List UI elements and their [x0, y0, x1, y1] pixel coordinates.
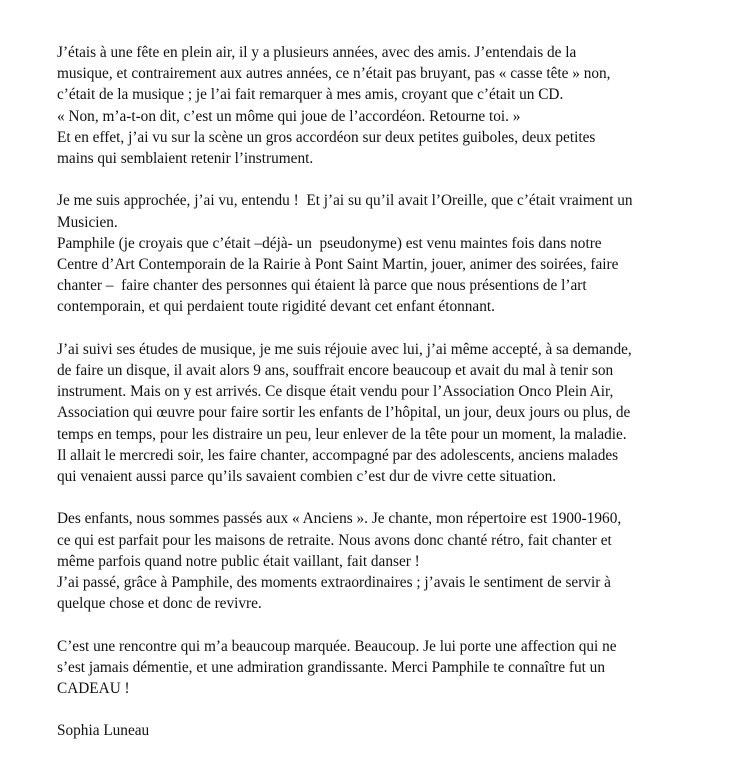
text-line: de faire un disque, il avait alors 9 ans, souffrait encore beaucoup et avait du mal à tenir son	[57, 362, 614, 380]
signature: Sophia Luneau	[57, 722, 150, 740]
text-line: qui venaient aussi parce qu’ils savaient combien c’est dur de vivre cette situation.	[57, 468, 557, 486]
paragraph-fete	[57, 42, 747, 169]
text-line: Des enfants, nous sommes passés aux « Anciens ». Je chante, mon répertoire est 1900-1960,	[57, 510, 622, 528]
text-line: Pamphile (je croyais que c’était –déjà- un pseudonyme) est venu maintes fois dans notre	[57, 234, 602, 252]
text-line: chanter – faire chanter des personnes qui étaient là parce que nous présentions de l’art	[57, 277, 587, 295]
text-line: mains qui semblaient retenir l’instrument.	[57, 150, 314, 168]
text-line: même parfois quand notre public était vaillant, fait danser !	[57, 552, 420, 570]
text-line: Centre d’Art Contemporain de la Rairie à Pont Saint Martin, jouer, animer des soirées, faire	[57, 256, 619, 274]
paragraph-cadeau	[57, 636, 747, 700]
text-line: Association qui œuvre pour faire sortir les enfants de l’hôpital, un jour, deux jours ou plus, de	[57, 404, 631, 422]
text-line: CADEAU !	[57, 680, 130, 698]
text-line: J’ai passé, grâce à Pamphile, des moments extraordinaires ; j’avais le sentiment de servir à	[57, 574, 611, 592]
text-line: Il allait le mercredi soir, les faire chanter, accompagné par des adolescents, anciens malades	[57, 446, 619, 464]
text-line: instrument. Mais on y est arrivés. Ce disque était vendu pour l’Association Onco Plein Air,	[57, 383, 614, 401]
paragraph-rencontre	[57, 190, 747, 317]
text-line: ce qui est parfait pour les maisons de retraite. Nous avons donc chanté rétro, fait chanter et	[57, 531, 612, 549]
text-line: musique, et contrairement aux autres années, ce n’était pas bruyant, pas « casse tête » non,	[57, 65, 611, 83]
paragraph-disque	[57, 339, 747, 487]
text-line: contemporain, et qui perdaient toute rigidité devant cet enfant étonnant.	[57, 298, 495, 316]
text-line: temps en temps, pour les distraire un peu, leur enlever de la tête pour un moment, la maladie.	[57, 425, 627, 443]
text-line: Et en effet, j’ai vu sur la scène un gros accordéon sur deux petites guiboles, deux petites	[57, 128, 596, 146]
paragraph-anciens	[57, 508, 747, 614]
text-line: J’étais à une fête en plein air, il y a plusieurs années, avec des amis. J’entendais de la	[57, 44, 577, 61]
text-line: s’est jamais démentie, et une admiration grandissante. Merci Pamphile te connaître fut un	[57, 658, 605, 676]
letter-body	[57, 42, 747, 742]
text-line: Musicien.	[57, 213, 118, 231]
text-line: C’est une rencontre qui m’a beaucoup marquée. Beaucoup. Je lui porte une affection qui ne	[57, 637, 617, 655]
text-line: J’ai suivi ses études de musique, je me suis réjouie avec lui, j’ai même accepté, à sa demande,	[57, 340, 632, 358]
text-line: « Non, m’a-t-on dit, c’est un môme qui joue de l’accordéon. Retourne toi. »	[57, 107, 521, 125]
text-line: c’était de la musique ; je l’ai fait remarquer à mes amis, croyant que c’était un CD.	[57, 86, 564, 104]
text-line: Je me suis approchée, j’ai vu, entendu ! Et j’ai su qu’il avait l’Oreille, que c’était vraiment un	[57, 192, 633, 210]
text-line: quelque chose et donc de revivre.	[57, 595, 262, 613]
